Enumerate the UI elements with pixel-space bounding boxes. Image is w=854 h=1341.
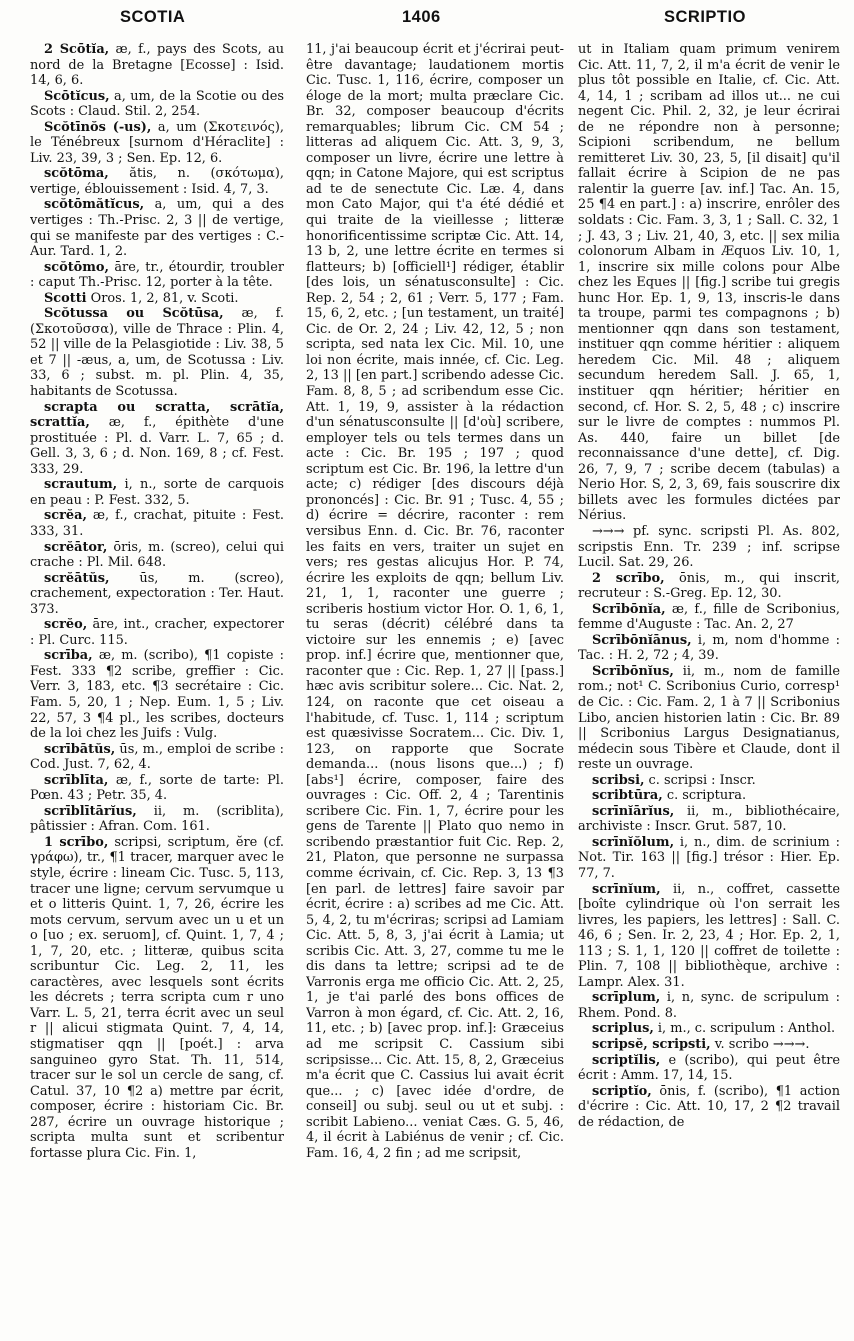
dictionary-entry	[30, 571, 284, 618]
entry-headword: Scotti	[44, 290, 87, 306]
dictionary-entry	[30, 477, 284, 508]
entry-definition: ut in Italiam quam primum venirem Cic. Att. 11, 7, 2, il m'a écrit de venir le plus tôt possible en Italie, cf. Cic. Att. 4, 14, 1 ; scribam ad illos ut... ne cui negent Cic. Phil. 2, 32, je leur écrirai de ne répondre non à personne; Scipioni scribendum, ne bellum remitteret Liv. 30, 23, 5, [il disait] qu'il fallait écrire à Scipion de ne pas ralentir la guerre [av. inf.] Tac. An. 15, 25 ¶4 en part.] : a) inscrire, enrôler des soldats : Cic. Fam. 3, 3, 1 ; Sall. C. 32, 1 ; J. 43, 3 ; Liv. 21, 40, 3, etc. || sex milia colonorum Albam in Æquos Liv. 10, 1, 1, inscrire six mille colons pour Albe chez les Eques || [fig.] scribe tui gregis hunc Hor. Ep. 1, 9, 13, inscris-le dans ta troupe, parmi tes compagnons ; b) mentionner qqn dans son testament, instituer qqn comme héritier : aliquem heredem Cic. Mil. 48 ; aliquem secundum heredem Sall. J. 65, 1, instituer qqn héritier; héritier en second, cf. Hor. S. 2, 5, 48 ; c) inscrire sur le livre de comptes : nummos Pl. As. 440, faire un billet [de reconnaissance d'une dette], cf. Dig. 26, 7, 9, 7 ; scribe decem (tabulas) a Nerio Hor. S, 2, 3, 69, fais souscrire dix billets avec les formules dictées par Nérius.	[578, 42, 840, 524]
entry-definition: æ, f., pays des Scots, au nord de la Bretagne [Ecosse] : Isid. 14, 6, 6.	[30, 42, 284, 89]
entry-headword: scrĕātor,	[44, 539, 108, 555]
dictionary-entry	[578, 1053, 840, 1084]
entry-headword: scribtūra,	[592, 788, 663, 804]
dictionary-entry	[30, 42, 284, 89]
dictionary-column-2	[306, 42, 564, 1337]
entry-definition: āre, tr., étourdir, troubler : caput Th.-Prisc. 12, porter à la tête.	[30, 259, 284, 291]
dictionary-entry	[30, 835, 284, 1161]
entry-headword: scrīblītārĭus,	[44, 803, 137, 819]
entry-headword: scrĕātŭs,	[44, 570, 110, 586]
entry-headword: scrīnĭŏlum,	[592, 834, 675, 850]
entry-headword: scribsi,	[592, 772, 645, 788]
entry-definition: Oros. 1, 2, 81, v. Scoti.	[86, 290, 239, 306]
entry-definition: i, n., sorte de carquois en peau : P. Fest. 332, 5.	[30, 477, 284, 508]
entry-definition: ōnis, f. (scribo), ¶1 action d'écrire : Cic. Att. 10, 17, 2 ¶2 travail de rédaction, de	[578, 1083, 840, 1130]
entry-headword: scŏtōmo,	[44, 259, 109, 275]
entry-headword: Scŏtīnŏs (-us),	[44, 119, 152, 135]
dictionary-entry	[578, 664, 840, 773]
running-head-left: SCOTIA	[120, 8, 186, 26]
entry-definition: æ, f. (Σκοτοῦσσα), ville de Thrace : Plin. 4, 52 || ville de la Pelasgiotide : Liv. 38, 5 et 7 || -æus, a, um, de Scotussa : Liv. 33, 6 ; subst. m. pl. Plin. 4, 35, habitants de Scotussa.	[30, 306, 284, 400]
entry-definition: ōnis, m., qui inscrit, recruteur : S.-Greg. Ep. 12, 30.	[578, 570, 840, 602]
dictionary-entry	[578, 42, 840, 524]
dictionary-entry	[30, 648, 284, 741]
entry-definition: e (scribo), qui peut être écrit : Amm. 17, 14, 15.	[578, 1052, 840, 1084]
entry-headword: scrīnĭārĭus,	[592, 803, 675, 819]
dictionary-entry	[30, 166, 284, 197]
entry-definition: 11, j'ai beaucoup écrit et j'écrirai peut-être davantage; laudationem mortis Cic. Tusc. 1, 116, écrire, composer un éloge de la mort; multa præclare Cic. Br. 32, composer beaucoup d'écrits remarquables; librum Cic. CM 54 ; litteras ad aliquem Cic. Att. 3, 9, 3, composer un livre, écrire une lettre à qqn; in Catone Majore, qui est scriptus ad te de senectute Cic. Læ. 4, dans mon Cato Major, qui t'a été dédié et qui traite de la vieillesse ; litteræ honorificentissime scriptæ Cic. Att. 14, 13 b, 2, une lettre écrite en termes si flatteurs; b) [officiell¹] rédiger, établir [des lois, un sénatusconsulte] : Cic. Rep. 2, 54 ; 2, 61 ; Verr. 5, 177 ; Fam. 15, 6, 2, etc. ; [un testament, un traité] Cic. de Or. 2, 24 ; Liv. 42, 12, 5 ; non scripta, sed nata lex Cic. Mil. 10, une loi non écrite, mais innée, cf. Cic. Leg. 2, 13 || [en part.] scribendo adesse Cic. Fam. 8, 8, 5 ; ad scribendum esse Cic. Att. 1, 19, 9, assister à la rédaction d'un sénatusconsulte || [d'où] scribere, employer tels ou tels termes dans un acte : Cic. Br. 195 ; 197 ; quod scriptum est Cic. Br. 196, la lettre d'un acte; c) rédiger [des discours déjà prononcés] : Cic. Br. 91 ; Tusc. 4, 55 ; d) écrire = décrire, raconter : rem versibus Enn. d. Cic. Br. 76, raconter les faits en vers, traiter un sujet en vers; res gestas alicujus Hor. P. 74, écrire les exploits de qqn; bellum Liv. 21, 1, 1, raconter une guerre ; scriberis hostium victor Hor. O. 1, 6, 1, tu seras (décrit) célébré dans ta victoire sur les ennemis ; e) [avec prop. inf.] écrire que, mentionner que, raconter que : Cic. Rep. 1, 27 || [pass.] hæc avis scribitur solere... Cic. Nat. 2, 124, on raconte que cet oiseau a l'habitude, cf. Tusc. 1, 114 ; scriptum est quæsivisse Socratem... Cic. Div. 1, 123, on rapporte que Socrate demanda... (nous lisons que...) ; f) [abs¹] écrire, composer, faire des ouvrages : Cic. Off. 2, 4 ; Tarentinis scribere Cic. Fin. 1, 7, écrire pour les gens de Tarente || Plato quo nemo in scribendo præstantior fuit Cic. Rep. 2, 21, Platon, que personne ne surpassa comme écrivain, cf. Cic. Rep. 3, 13 ¶3 [en parl. de lettres] faire savoir par écrit, écrire : a) scribes ad me Cic. Att. 5, 4, 2, tu m'écriras; scripsi ad Lamiam Cic. Att. 5, 8, 3, j'ai écrit à Lamia; ut scribis Cic. Att. 3, 27, comme tu me le dis dans ta lettre; scripsi ad te de Varronis erga me officio Cic. Att. 2, 25, 1, je t'ai parlé des bons offices de Varron à mon égard, cf. Cic. Att. 2, 16, 11, etc. ; b) [avec prop. inf.]: Græceius ad me scripsit C. Cassium sibi scripsisse... Cic. Att. 15, 8, 2, Græceius m'a écrit que C. Cassius lui avait écrit que... ; c) [avec idée d'ordre, de conseil] ou subj. seul ou ut et subj. : scribit Labieno... veniat Cæs. G. 5, 46, 4, il écrit à Labiénus de venir ; cf. Cic. Fam. 16, 4, 2 fin ; ad me scripsit,	[306, 42, 564, 1161]
entry-headword: Scōtĭcus,	[44, 88, 110, 104]
entry-headword: Scrībōnĭa,	[592, 601, 666, 617]
dictionary-entry	[30, 120, 284, 167]
dictionary-entry	[30, 260, 284, 291]
entry-headword: scriptĭo,	[592, 1083, 652, 1099]
entry-headword: scŏtōmătĭcus,	[44, 197, 145, 213]
entry-definition: æ, f., sorte de tarte: Pl. Pœn. 43 ; Petr. 35, 4.	[30, 772, 284, 804]
dictionary-entry	[578, 882, 840, 991]
entry-definition: āre, int., cracher, expectorer : Pl. Curc. 115.	[30, 617, 284, 648]
entry-headword: Scrībōnĭānus,	[592, 632, 692, 648]
entry-definition: a, um (Σκοτεινός), le Ténébreux [surnom d'Héraclite] : Liv. 23, 39, 3 ; Sen. Ep. 12, 6.	[30, 119, 284, 166]
dictionary-entry	[578, 633, 840, 664]
entry-definition: a, um, de la Scotie ou des Scots : Claud. Stil. 2, 254.	[30, 88, 284, 120]
entry-definition: v. scribo →→→.	[710, 1037, 810, 1052]
entry-definition: ūs, m. (screo), crachement, expectoration : Ter. Haut. 373.	[30, 570, 284, 617]
entry-headword: scrīnĭum,	[592, 881, 661, 897]
entry-headword: scriplus,	[592, 1021, 654, 1037]
dictionary-entry	[30, 400, 284, 478]
entry-headword: scŏtōma,	[44, 166, 109, 182]
dictionary-entry	[30, 306, 284, 399]
entry-definition: ătis, n. (σκότωμα), vertige, éblouissement : Isid. 4, 7, 3.	[30, 166, 284, 197]
dictionary-entry	[578, 773, 840, 789]
entry-definition: i, m, nom d'homme : Tac. : H. 2, 72 ; 4, 39.	[578, 632, 840, 664]
dictionary-entry	[30, 773, 284, 804]
entry-definition: a, um, qui a des vertiges : Th.-Prisc. 2, 3 || de vertige, qui se manifeste par des vertiges : C.-Aur. Tard. 1, 2.	[30, 197, 284, 260]
page-number: 1406	[402, 8, 441, 26]
dictionary-entry	[30, 291, 284, 307]
dictionary-column-3	[578, 42, 840, 1337]
running-head-right: SCRIPTIO	[664, 8, 746, 26]
dictionary-entry	[306, 42, 564, 1161]
entry-headword: scrautum,	[44, 477, 118, 493]
entry-definition: →→→ pf. sync. scripsti Pl. As. 802, scripstis Enn. Tr. 239 ; inf. scripse Lucil. Sat. 29, 26.	[578, 523, 840, 571]
entry-definition: scripsi, scriptum, ĕre (cf. γράφω), tr., ¶1 tracer, marquer avec le style, écrire : lineam Cic. Tusc. 5, 113, tracer une ligne; cervum servumque u et o litteris Quint. 1, 7, 26, écrire les mots cervum, servum avec un u et un o [uo ; ex. seruom], cf. Quint. 1, 7, 4 ; 1, 7, 20, etc. ; litteræ, quibus scita scribuntur Cic. Leg. 2, 11, les caractères, avec lesquels sont écrits les décrets ; terra scripta cum r uno Varr. L. 5, 21, terra écrit avec un seul r || alicui stigmata Quint. 7, 4, 14, stigmatiser qqn || [poét.] : arva sanguineo gyro Stat. Th. 11, 514, tracer sur le sol un cercle de sang, cf. Catul. 37, 10 ¶2 a) mettre par écrit, composer, écrire : historiam Cic. Br. 287, écrire un ouvrage historique ; scripta multa sunt et scribentur fortasse plura Cic. Fin. 1,	[30, 834, 284, 1161]
dictionary-entry	[578, 788, 840, 804]
dictionary-entry	[578, 1084, 840, 1131]
entry-headword: scrība,	[44, 648, 93, 664]
entry-headword: scrībātŭs,	[44, 741, 116, 757]
entry-definition: æ, f., crachat, pituite : Fest. 333, 31.	[30, 508, 284, 539]
entry-definition: i, n., dim. de scrinium : Not. Tir. 163 || [fig.] trésor : Hier. Ep. 77, 7.	[578, 834, 840, 881]
entry-definition: æ, f., fille de Scribonius, femme d'Auguste : Tac. An. 2, 27	[578, 601, 840, 633]
entry-headword: scrĕa,	[44, 508, 87, 524]
dictionary-column-1	[30, 42, 284, 1337]
dictionary-entry	[30, 804, 284, 835]
dictionary-entry	[30, 197, 284, 259]
entry-headword: scrĕo,	[44, 617, 88, 633]
entry-definition: ii, m., nom de famille rom.; not¹ C. Scribonius Curio, corresp¹ de Cic. : Cic. Fam. 2, 1 à 7 || Scribonius Libo, ancien historien latin : Cic. Br. 89 || Scribonius Largus Designatianus, médecin sous Tibère et Claude, dont il reste un ouvrage.	[578, 663, 840, 773]
entry-headword: 2 scrībo,	[592, 570, 665, 586]
dictionary-entry	[30, 508, 284, 539]
dictionary-entry	[578, 990, 840, 1021]
entry-headword: scrapta ou scratta, scrātĭa, scrattĭa,	[30, 399, 284, 431]
entry-definition: ii, m., bibliothécaire, archiviste : Inscr. Grut. 587, 10.	[578, 803, 840, 835]
dictionary-entry	[578, 1021, 840, 1037]
entry-definition: ii, n., coffret, cassette [boîte cylindrique où l'on serrait les livres, les papiers, les lettres] : Sall. C. 46, 6 ; Sen. Ir. 2, 23, 4 ; Hor. Ep. 2, 1, 113 ; S. 1, 1, 120 || coffret de toilette : Plin. 7, 108 || bibliothèque, archive : Lampr. Alex. 31.	[578, 881, 840, 990]
entry-definition: i, m., c. scripulum : Anthol.	[653, 1021, 836, 1037]
entry-headword: Scŏtussa ou Scŏtūsa,	[44, 306, 224, 322]
entry-definition: c. scriptura.	[662, 788, 747, 804]
entry-definition: ūs, m., emploi de scribe : Cod. Just. 7, 62, 4.	[30, 741, 284, 773]
entry-definition: ii, m. (scriblita), pâtissier : Afran. Com. 161.	[30, 803, 284, 835]
dictionary-entry	[30, 540, 284, 571]
entry-definition: ōris, m. (screo), celui qui crache : Pl. Mil. 648.	[30, 539, 284, 571]
dictionary-entry	[30, 617, 284, 648]
dictionary-entry	[578, 1037, 840, 1053]
entry-headword: 2 Scōtĭa,	[44, 42, 110, 57]
dictionary-entry	[30, 742, 284, 773]
dictionary-entry	[578, 835, 840, 882]
dictionary-entry	[30, 89, 284, 120]
entry-definition: i, n, sync. de scripulum : Rhem. Pond. 8.	[578, 990, 840, 1021]
entry-headword: scriptĭlis,	[592, 1052, 661, 1068]
dictionary-entry	[578, 571, 840, 602]
entry-definition: æ, f., épithète d'une prostituée : Pl. d. Varr. L. 7, 65 ; d. Gell. 3, 3, 6 ; d. Non. 169, 8 ; cf. Fest. 333, 29.	[30, 415, 284, 477]
page-header	[0, 8, 854, 32]
dictionary-entry	[578, 602, 840, 633]
dictionary-entry	[578, 804, 840, 835]
entry-definition: c. scripsi : Inscr.	[644, 772, 756, 788]
entry-headword: Scrībōnĭus,	[592, 663, 674, 679]
entry-definition: æ, m. (scribo), ¶1 copiste : Fest. 333 ¶2 scribe, greffier : Cic. Verr. 3, 183, etc. ¶3 secrétaire : Cic. Fam. 5, 20, 1 ; Nep. Eum. 1, 5 ; Liv. 22, 57, 3 ¶4 pl., les scribes, docteurs de la loi chez les Juifs : Vulg.	[30, 648, 284, 742]
entry-headword: scrīplum,	[592, 990, 661, 1006]
entry-headword: scrīblīta,	[44, 772, 109, 788]
dictionary-entry	[578, 524, 840, 571]
entry-headword: scripsĕ, scripsti,	[592, 1037, 711, 1052]
entry-headword: 1 scrībo,	[44, 834, 109, 850]
